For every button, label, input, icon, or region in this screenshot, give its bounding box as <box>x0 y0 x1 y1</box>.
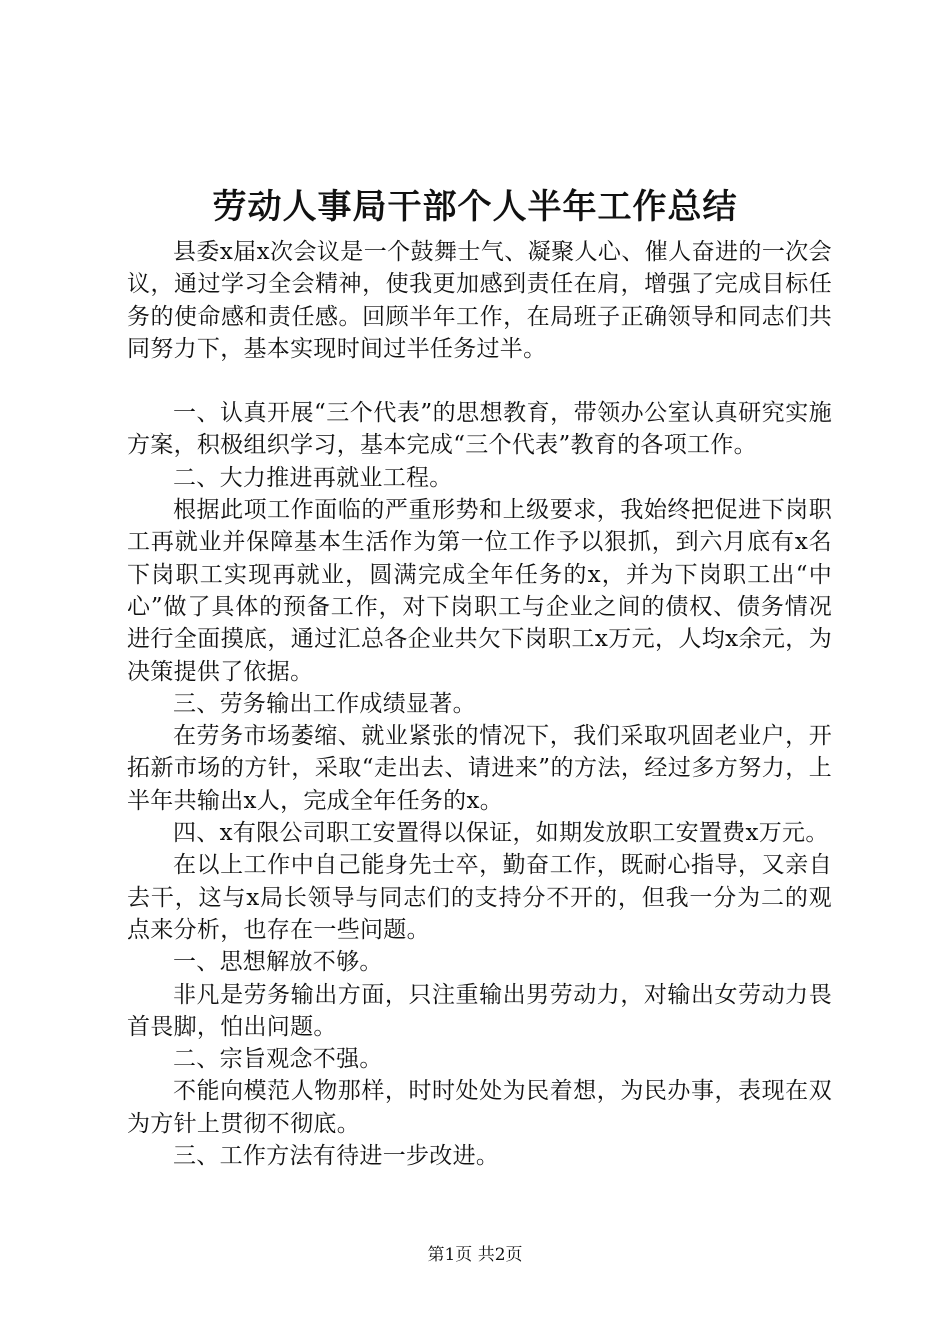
page-footer: 第1页 共2页 <box>427 1245 523 1265</box>
paragraph: 非凡是劳务输出方面，只注重输出男劳动力，对输出女劳动力畏首畏脚，怕出问题。 <box>127 981 832 1040</box>
document-title: 劳动人事局干部个人半年工作总结 <box>212 187 738 227</box>
paragraph: 一、思想解放不够。 <box>173 949 383 976</box>
paragraph: 三、劳务输出工作成绩显著。 <box>173 690 476 717</box>
paragraph: 三、工作方法有待进一步改进。 <box>173 1143 500 1170</box>
paragraph: 不能向模范人物那样，时时处处为民着想，为民办事，表现在双为方针上贯彻不彻底。 <box>127 1078 832 1137</box>
paragraph: 四、x有限公司职工安置得以保证，如期发放职工安置费x万元。 <box>173 820 829 847</box>
document-body <box>127 236 832 1172</box>
paragraph: 二、大力推进再就业工程。 <box>173 464 453 491</box>
paragraph: 根据此项工作面临的严重形势和上级要求，我始终把促进下岗职工再就业并保障基本生活作为第一位工作予以狠抓，到六月底有x名下岗职工实现再就业，圆满完成全年任务的x，并为下岗职工出“中心”做了具体的预备工作，对下岗职工与企业之间的债权、债务情况进行全面摸底，通过汇总各企业共欠下岗职工x万元，人均x余元，为决策提供了依据。 <box>127 497 832 685</box>
paragraph: 二、宗旨观念不强。 <box>173 1046 383 1073</box>
paragraph: 一、认真开展“三个代表”的思想教育，带领办公室认真研究实施方案，积极组织学习，基本完成“三个代表”教育的各项工作。 <box>127 400 832 459</box>
paragraph: 在以上工作中自己能身先士卒，勤奋工作，既耐心指导，又亲自去干，这与x局长领导与同志们的支持分不开的，但我一分为二的观点来分析，也存在一些问题。 <box>127 852 832 943</box>
paragraph: 县委x届x次会议是一个鼓舞士气、凝聚人心、催人奋进的一次会议，通过学习全会精神，使我更加感到责任在肩，增强了完成目标任务的使命感和责任感。回顾半年工作，在局班子正确领导和同志们共同努力下，基本实现时间过半任务过半。 <box>127 239 832 362</box>
paragraph: 在劳务市场萎缩、就业紧张的情况下，我们采取巩固老业户，开拓新市场的方针，采取“走出去、请进来”的方法，经过多方努力，上半年共输出x人，完成全年任务的x。 <box>127 723 832 814</box>
